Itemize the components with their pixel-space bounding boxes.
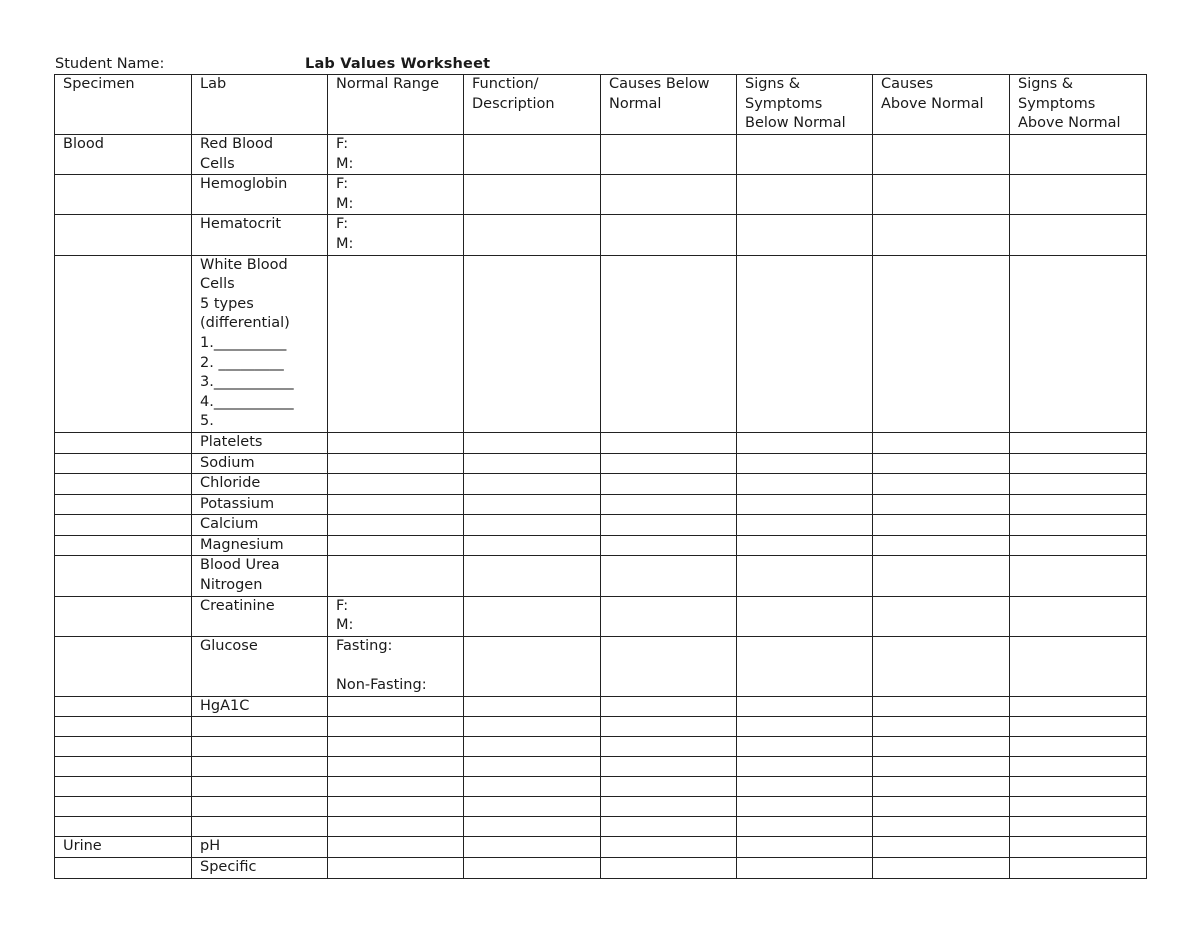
signs-above-cell[interactable] (1010, 255, 1147, 432)
lab-cell[interactable] (192, 817, 328, 837)
lab-cell-line: 2. _________ (200, 354, 284, 371)
specimen-cell[interactable] (55, 215, 192, 255)
signs-above-cell[interactable] (1010, 432, 1147, 453)
header-line: Signs & (1018, 76, 1074, 92)
causes-below-cell[interactable] (601, 717, 737, 737)
function-cell[interactable] (464, 696, 601, 717)
table-row (55, 255, 1147, 432)
normal-range-cell[interactable] (328, 717, 464, 737)
table-body (55, 135, 1147, 879)
table-row (55, 797, 1147, 817)
specimen-cell[interactable] (55, 858, 192, 879)
lab-cell-line: Platelets (200, 433, 263, 450)
signs-below-cell[interactable] (737, 175, 873, 215)
signs-below-cell[interactable] (737, 737, 873, 757)
specimen-cell[interactable] (55, 515, 192, 536)
normal-range-cell[interactable] (328, 494, 464, 515)
normal-range-cell[interactable] (328, 515, 464, 536)
causes-below-cell[interactable] (601, 515, 737, 536)
table-row (55, 777, 1147, 797)
signs-below-cell[interactable] (737, 556, 873, 596)
causes-above-cell[interactable] (873, 817, 1010, 837)
table-row (55, 515, 1147, 536)
normal-range-cell[interactable] (328, 215, 464, 255)
specimen-cell[interactable] (55, 777, 192, 797)
causes-above-cell[interactable] (873, 717, 1010, 737)
header-line: Function/ (472, 76, 539, 92)
normal-range-cell[interactable] (328, 757, 464, 777)
lab-cell[interactable] (192, 737, 328, 757)
header-line: Signs & (745, 76, 801, 92)
signs-above-cell[interactable] (1010, 453, 1147, 474)
normal-range-cell-line: Fasting: (336, 637, 393, 654)
specimen-cell[interactable] (55, 717, 192, 737)
normal-range-cell[interactable] (328, 453, 464, 474)
signs-above-cell[interactable] (1010, 494, 1147, 515)
function-cell[interactable] (464, 596, 601, 636)
normal-range-cell[interactable] (328, 175, 464, 215)
causes-above-cell[interactable] (873, 737, 1010, 757)
lab-cell-line: Specific (200, 859, 257, 876)
signs-above-cell[interactable] (1010, 757, 1147, 777)
lab-cell[interactable] (192, 494, 328, 515)
function-cell[interactable] (464, 757, 601, 777)
lab-cell[interactable] (192, 215, 328, 255)
function-cell[interactable] (464, 858, 601, 879)
causes-below-cell[interactable] (601, 432, 737, 453)
table-row (55, 494, 1147, 515)
causes-above-cell[interactable] (873, 757, 1010, 777)
lab-cell[interactable] (192, 797, 328, 817)
signs-above-cell[interactable] (1010, 175, 1147, 215)
causes-below-cell[interactable] (601, 494, 737, 515)
table-row (55, 474, 1147, 495)
causes-above-cell[interactable] (873, 494, 1010, 515)
title-line (55, 54, 1145, 74)
header-line: Below Normal (745, 115, 846, 132)
lab-cell-line: Hematocrit (200, 216, 282, 233)
lab-cell-line: pH (200, 838, 221, 855)
specimen-cell[interactable] (55, 636, 192, 696)
specimen-cell[interactable] (55, 175, 192, 215)
signs-below-cell[interactable] (737, 255, 873, 432)
signs-above-cell[interactable] (1010, 515, 1147, 536)
table-row (55, 175, 1147, 215)
table-row (55, 858, 1147, 879)
table-row (55, 215, 1147, 255)
lab-cell[interactable] (192, 717, 328, 737)
signs-above-cell[interactable] (1010, 858, 1147, 879)
lab-cell[interactable] (192, 255, 328, 432)
lab-cell[interactable] (192, 432, 328, 453)
lab-cell[interactable] (192, 596, 328, 636)
header-line: Symptoms (1018, 95, 1096, 112)
signs-below-cell[interactable] (737, 515, 873, 536)
signs-above-cell[interactable] (1010, 474, 1147, 495)
function-cell[interactable] (464, 432, 601, 453)
signs-below-cell[interactable] (737, 817, 873, 837)
signs-below-cell[interactable] (737, 535, 873, 556)
causes-above-cell[interactable] (873, 535, 1010, 556)
header-line: Above Normal (1018, 115, 1121, 132)
lab-cell-line: Red Blood (200, 136, 274, 152)
lab-cell[interactable] (192, 858, 328, 879)
specimen-cell-text: Urine (63, 838, 102, 855)
lab-cell[interactable] (192, 696, 328, 717)
function-cell[interactable] (464, 817, 601, 837)
table-row (55, 837, 1147, 858)
causes-below-cell[interactable] (601, 474, 737, 495)
lab-cell[interactable] (192, 556, 328, 596)
function-cell[interactable] (464, 175, 601, 215)
header-function-description (464, 75, 601, 135)
lab-cell[interactable] (192, 757, 328, 777)
signs-below-cell[interactable] (737, 797, 873, 817)
header-line: Normal (609, 95, 662, 112)
table-row (55, 596, 1147, 636)
function-cell[interactable] (464, 837, 601, 858)
normal-range-cell[interactable] (328, 135, 464, 175)
normal-range-cell[interactable] (328, 535, 464, 556)
causes-above-cell[interactable] (873, 556, 1010, 596)
lab-cell-line: 1.__________ (200, 334, 287, 351)
table-row (55, 432, 1147, 453)
causes-below-cell[interactable] (601, 777, 737, 797)
header-specimen (55, 75, 192, 135)
causes-below-cell[interactable] (601, 135, 737, 175)
function-cell[interactable] (464, 215, 601, 255)
specimen-cell[interactable] (55, 596, 192, 636)
signs-above-cell[interactable] (1010, 717, 1147, 737)
lab-cell[interactable] (192, 453, 328, 474)
causes-above-cell[interactable] (873, 777, 1010, 797)
header-row (55, 75, 1147, 135)
normal-range-cell-line (336, 656, 463, 676)
function-cell[interactable] (464, 474, 601, 495)
normal-range-cell-line: F: (336, 597, 349, 614)
normal-range-cell[interactable] (328, 636, 464, 696)
header-line: Symptoms (745, 95, 823, 112)
function-cell[interactable] (464, 535, 601, 556)
causes-below-cell[interactable] (601, 817, 737, 837)
signs-above-cell[interactable] (1010, 696, 1147, 717)
normal-range-cell[interactable] (328, 556, 464, 596)
causes-above-cell[interactable] (873, 837, 1010, 858)
causes-above-cell[interactable] (873, 696, 1010, 717)
table-row (55, 556, 1147, 596)
causes-below-cell[interactable] (601, 453, 737, 474)
specimen-cell[interactable] (55, 135, 192, 175)
lab-cell-line: Chloride (200, 475, 261, 492)
causes-below-cell[interactable] (601, 757, 737, 777)
signs-above-cell[interactable] (1010, 556, 1147, 596)
signs-below-cell[interactable] (737, 777, 873, 797)
table-row (55, 696, 1147, 717)
causes-above-cell[interactable] (873, 135, 1010, 175)
normal-range-cell-line: M: (336, 235, 354, 252)
signs-above-cell[interactable] (1010, 837, 1147, 858)
table-row (55, 453, 1147, 474)
specimen-cell[interactable] (55, 817, 192, 837)
header-lab (192, 75, 328, 135)
function-cell[interactable] (464, 777, 601, 797)
student-name-label: Student Name: (55, 56, 165, 72)
function-cell[interactable] (464, 737, 601, 757)
signs-below-cell[interactable] (737, 494, 873, 515)
causes-below-cell[interactable] (601, 797, 737, 817)
header-line: Causes Below (609, 76, 710, 92)
table-row (55, 135, 1147, 175)
lab-cell-line: Nitrogen (200, 577, 263, 594)
lab-cell[interactable] (192, 515, 328, 536)
normal-range-cell[interactable] (328, 837, 464, 858)
signs-above-cell[interactable] (1010, 596, 1147, 636)
normal-range-cell[interactable] (328, 255, 464, 432)
causes-above-cell[interactable] (873, 515, 1010, 536)
signs-above-cell[interactable] (1010, 737, 1147, 757)
lab-cell-line: Glucose (200, 637, 258, 654)
normal-range-cell[interactable] (328, 596, 464, 636)
signs-below-cell[interactable] (737, 432, 873, 453)
signs-below-cell[interactable] (737, 858, 873, 879)
specimen-cell[interactable] (55, 535, 192, 556)
normal-range-cell-line: M: (336, 155, 354, 172)
worksheet-title: Lab Values Worksheet (305, 56, 491, 72)
header-causes-above-normal (873, 75, 1010, 135)
header-line: Above Normal (881, 95, 984, 112)
causes-below-cell[interactable] (601, 636, 737, 696)
causes-below-cell[interactable] (601, 215, 737, 255)
signs-above-cell[interactable] (1010, 636, 1147, 696)
causes-below-cell[interactable] (601, 175, 737, 215)
specimen-cell[interactable] (55, 837, 192, 858)
table-row (55, 717, 1147, 737)
table-row (55, 757, 1147, 777)
specimen-cell[interactable] (55, 432, 192, 453)
header-line: Causes (881, 76, 934, 92)
causes-below-cell[interactable] (601, 255, 737, 432)
causes-below-cell[interactable] (601, 837, 737, 858)
lab-cell-line: Calcium (200, 516, 259, 533)
signs-below-cell[interactable] (737, 757, 873, 777)
normal-range-cell[interactable] (328, 777, 464, 797)
specimen-cell[interactable] (55, 494, 192, 515)
lab-cell-line: Sodium (200, 454, 255, 471)
lab-cell-line: 4.___________ (200, 393, 294, 410)
lab-values-table (54, 74, 1147, 879)
causes-above-cell[interactable] (873, 215, 1010, 255)
normal-range-cell[interactable] (328, 474, 464, 495)
signs-below-cell[interactable] (737, 696, 873, 717)
lab-cell[interactable] (192, 777, 328, 797)
causes-above-cell[interactable] (873, 453, 1010, 474)
lab-cell-line: Cells (200, 276, 235, 293)
header-line: Specimen (63, 76, 135, 92)
causes-below-cell[interactable] (601, 556, 737, 596)
specimen-cell[interactable] (55, 474, 192, 495)
function-cell[interactable] (464, 255, 601, 432)
causes-below-cell[interactable] (601, 696, 737, 717)
table-row (55, 636, 1147, 696)
table-row (55, 817, 1147, 837)
specimen-cell[interactable] (55, 453, 192, 474)
causes-above-cell[interactable] (873, 797, 1010, 817)
function-cell[interactable] (464, 494, 601, 515)
normal-range-cell[interactable] (328, 817, 464, 837)
function-cell[interactable] (464, 797, 601, 817)
normal-range-cell-line: M: (336, 617, 354, 634)
specimen-cell[interactable] (55, 757, 192, 777)
causes-below-cell[interactable] (601, 535, 737, 556)
header-normal-range (328, 75, 464, 135)
causes-below-cell[interactable] (601, 596, 737, 636)
signs-below-cell[interactable] (737, 596, 873, 636)
specimen-cell[interactable] (55, 556, 192, 596)
signs-below-cell[interactable] (737, 717, 873, 737)
normal-range-cell[interactable] (328, 696, 464, 717)
signs-below-cell[interactable] (737, 453, 873, 474)
signs-above-cell[interactable] (1010, 817, 1147, 837)
lab-cell[interactable] (192, 474, 328, 495)
signs-below-cell[interactable] (737, 474, 873, 495)
normal-range-cell[interactable] (328, 797, 464, 817)
specimen-cell[interactable] (55, 255, 192, 432)
normal-range-cell[interactable] (328, 432, 464, 453)
lab-cell[interactable] (192, 135, 328, 175)
table-row (55, 535, 1147, 556)
lab-cell[interactable] (192, 636, 328, 696)
header-line: Normal Range (336, 76, 440, 92)
normal-range-cell[interactable] (328, 858, 464, 879)
function-cell[interactable] (464, 135, 601, 175)
signs-below-cell[interactable] (737, 636, 873, 696)
header-signs-symptoms-below (737, 75, 873, 135)
function-cell[interactable] (464, 556, 601, 596)
normal-range-cell-line: F: (336, 216, 349, 233)
normal-range-cell-line: Non-Fasting: (336, 677, 427, 694)
causes-above-cell[interactable] (873, 432, 1010, 453)
causes-below-cell[interactable] (601, 858, 737, 879)
lab-cell-line: Creatinine (200, 597, 275, 614)
causes-above-cell[interactable] (873, 175, 1010, 215)
signs-above-cell[interactable] (1010, 797, 1147, 817)
specimen-cell[interactable] (55, 797, 192, 817)
lab-cell-line: 3.___________ (200, 374, 294, 391)
lab-cell-line: Hemoglobin (200, 176, 288, 193)
causes-above-cell[interactable] (873, 474, 1010, 495)
signs-above-cell[interactable] (1010, 535, 1147, 556)
lab-cell[interactable] (192, 175, 328, 215)
causes-above-cell[interactable] (873, 858, 1010, 879)
causes-above-cell[interactable] (873, 636, 1010, 696)
lab-cell-line: White Blood (200, 256, 288, 273)
causes-above-cell[interactable] (873, 596, 1010, 636)
function-cell[interactable] (464, 717, 601, 737)
lab-cell-line: Magnesium (200, 536, 284, 553)
header-causes-below-normal (601, 75, 737, 135)
signs-below-cell[interactable] (737, 215, 873, 255)
signs-above-cell[interactable] (1010, 135, 1147, 175)
lab-cell[interactable] (192, 535, 328, 556)
lab-cell-line: (differential) (200, 315, 290, 332)
signs-above-cell[interactable] (1010, 215, 1147, 255)
normal-range-cell-line: F: (336, 136, 349, 152)
header-line: Description (472, 95, 555, 112)
signs-below-cell[interactable] (737, 135, 873, 175)
lab-cell-line: 5. (200, 413, 214, 430)
signs-below-cell[interactable] (737, 837, 873, 858)
specimen-cell-text: Blood (63, 136, 104, 152)
lab-cell[interactable] (192, 837, 328, 858)
function-cell[interactable] (464, 636, 601, 696)
specimen-cell[interactable] (55, 696, 192, 717)
specimen-cell[interactable] (55, 737, 192, 757)
function-cell[interactable] (464, 515, 601, 536)
header-signs-symptoms-above (1010, 75, 1147, 135)
lab-cell-line: HgA1C (200, 697, 250, 714)
normal-range-cell-line: M: (336, 195, 354, 212)
signs-above-cell[interactable] (1010, 777, 1147, 797)
function-cell[interactable] (464, 453, 601, 474)
lab-cell-line: Cells (200, 155, 235, 172)
normal-range-cell-line: F: (336, 176, 349, 193)
lab-cell-line: 5 types (200, 295, 254, 312)
normal-range-cell[interactable] (328, 737, 464, 757)
table-row (55, 737, 1147, 757)
causes-above-cell[interactable] (873, 255, 1010, 432)
lab-cell-line: Blood Urea (200, 557, 280, 574)
header-line: Lab (200, 76, 227, 92)
causes-below-cell[interactable] (601, 737, 737, 757)
lab-cell-line: Potassium (200, 495, 275, 512)
